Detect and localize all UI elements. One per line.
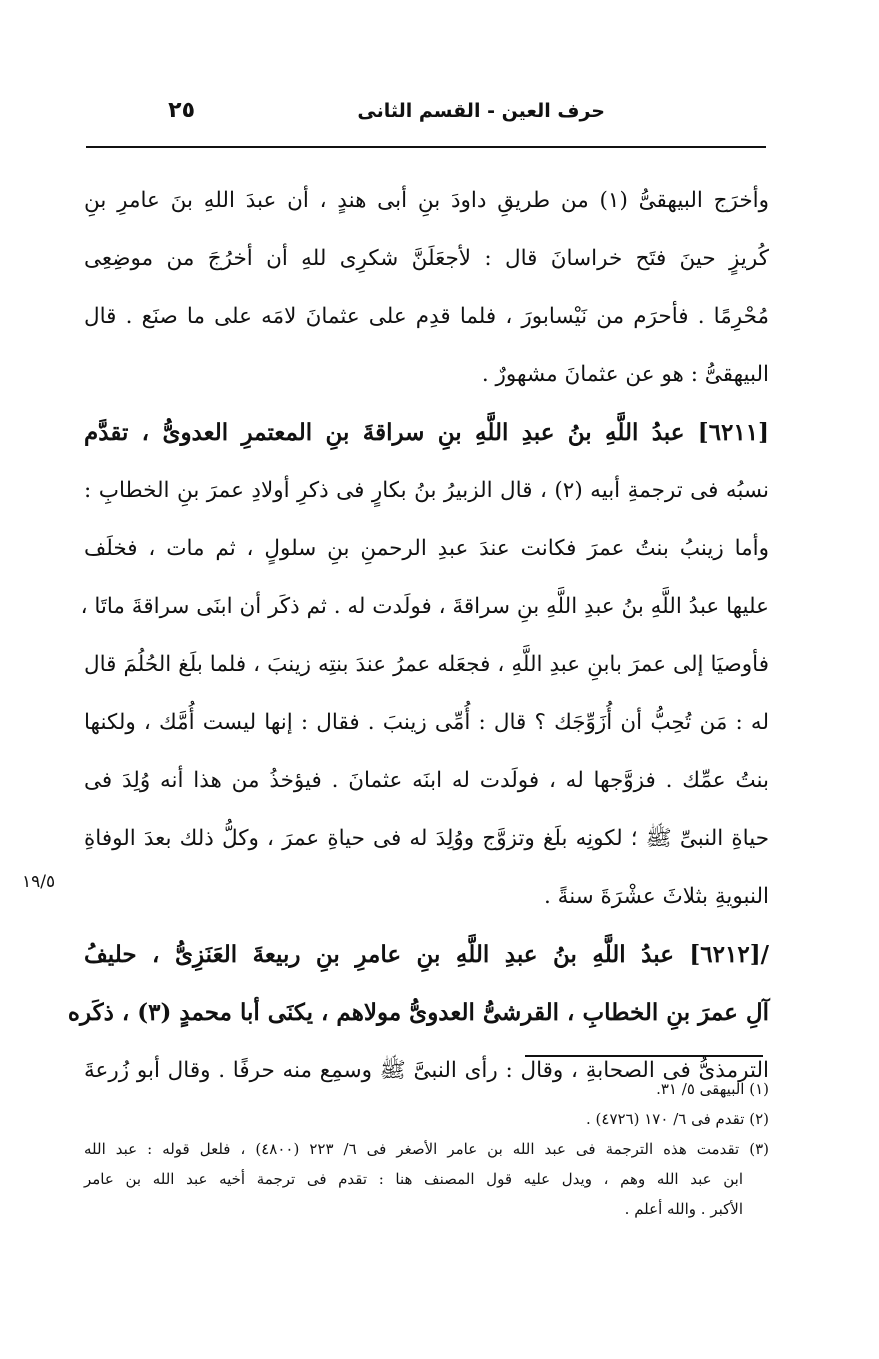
- page-number: ٢٥: [168, 98, 195, 123]
- text-line: كُريزٍ حينَ فتَح خراسانَ قال : لأجعَلَنَّ شكرِى للهِ أن أخرُجَ من موضِعِى: [84, 246, 769, 271]
- main-text: [67, 172, 770, 1100]
- footnote-rule: [525, 1055, 763, 1057]
- text-line: الترمذىُّ فى الصحابةِ ، وقال : رأى النبىَّ ﷺ وسمِع منه حرفًا . وقال أبو زُرعةَ: [84, 1058, 769, 1083]
- footnote-3-end: الأكبر . والله أعلم .: [624, 1200, 743, 1218]
- text-line: مُحْرِمًا . فأحرَم من نَيْسابورَ ، فلما قدِم على عثمانَ لامَه على ما صنَع . قال: [84, 304, 769, 329]
- footnote-3: (٣) تقدمت هذه الترجمة فى عبد الله بن عامر الأصغر فى ٦/ ٢٢٣ (٤٨٠٠) ، فلعل قوله : عبد الله: [84, 1140, 770, 1158]
- text-line: وأخرَج البيهقىُّ (١) من طريقِ داودَ بنِ أبى هندٍ ، أن عبدَ اللهِ بنَ عامرِ بنِ: [84, 188, 770, 213]
- text-line: البيهقىُّ : هو عن عثمانَ مشهورٌ .: [481, 362, 769, 387]
- entry-heading-6212-continued: آلِ عمرَ بنِ الخطابِ ، القرشىُّ العدوىُّ مولاهم ، يكنَى أبا محمدٍ (٣) ، ذكَره: [67, 999, 769, 1026]
- text-line: بنتُ عمِّك . فزوَّجها له ، فولَدت له ابنَه عثمانَ . فيؤخذُ من هذا أنه وُلِدَ فى: [84, 768, 769, 793]
- entry-heading-6211: [٦٢١١] عبدُ اللَّهِ بنُ عبدِ اللَّهِ بنِ سراقةَ بنِ المعتمرِ العدوىُّ ، تقدَّم: [84, 419, 769, 446]
- entry-heading-6212: /[٦٢١٢] عبدُ اللَّهِ بنُ عبدِ اللَّهِ بنِ عامرِ بنِ ربيعةَ العَنَزِىُّ ، حليفُ: [84, 941, 769, 968]
- text-line: له : مَن تُحِبُّ أن أُزَوِّجَك ؟ قال : أُمِّى زينبَ . فقال : إنها ليست أُمَّك ، ولكنها: [84, 710, 769, 735]
- margin-reference: ١٩/٥: [22, 872, 56, 892]
- header-rule: [86, 146, 766, 148]
- running-title: حرف العين - القسم الثانى: [357, 100, 605, 122]
- running-header: [80, 92, 765, 132]
- text-line: عليها عبدُ اللَّهِ بنُ عبدِ اللَّهِ بنِ سراقةَ ، فولَدت له . ثم ذكَر أن ابنَى سراقةَ ماتَا ،: [80, 594, 769, 619]
- footnote-1: (١) البيهقى ٥/ ٣١.: [656, 1080, 769, 1098]
- text-line: حياةِ النبىِّ ﷺ ؛ لكونِه بلَغ وتزوَّج ووُلِدَ له فى حياةِ عمرَ ، وكلُّ ذلك بعدَ الوفاةِ: [84, 826, 769, 851]
- footnote-2: (٢) تقدم فى ٦/ ١٧٠ (٤٧٢٦) .: [586, 1110, 769, 1128]
- text-line: وأما زينبُ بنتُ عمرَ فكانت عندَ عبدِ الرحمنِ بنِ سلولٍ ، ثم مات ، فخلَف: [84, 536, 769, 561]
- text-line: نسبُه فى ترجمةِ أبيه (٢) ، قال الزبيرُ بنُ بكارٍ فى ذكرِ أولادِ عمرَ بنِ الخطابِ :: [84, 478, 769, 503]
- text-line: فأوصيَا إلى عمرَ بابنِ عبدِ اللَّهِ ، فجعَله عمرُ عندَ بنتِه زينبَ ، فلما بلَغ الحُلُمَ قال: [84, 652, 769, 677]
- footnote-3-continued: ابن عبد الله وهم ، ويدل عليه قول المصنف هنا : تقدم فى ترجمة أخيه عبد الله بن عامر: [84, 1170, 743, 1188]
- text-line: النبويةِ بثلاثَ عشْرَةَ سنةً .: [544, 884, 769, 909]
- footnotes: [84, 1074, 769, 1224]
